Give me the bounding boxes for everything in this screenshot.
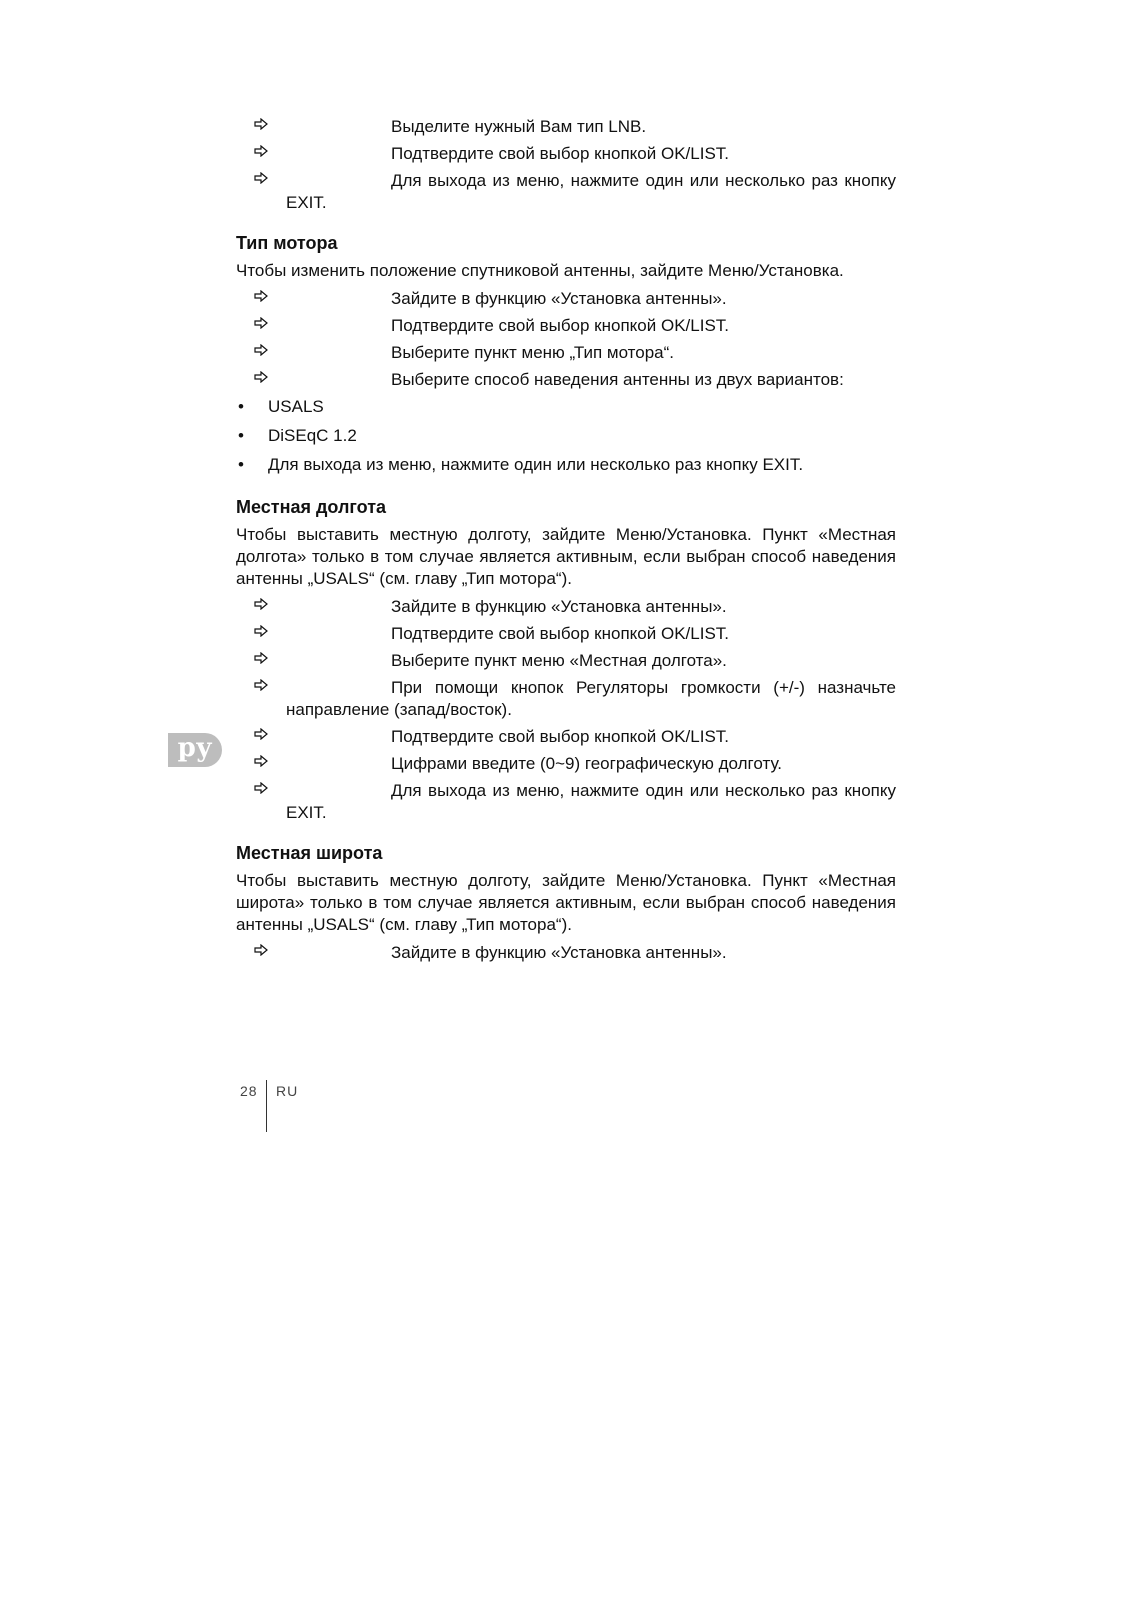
step-text: Для выхода из меню, нажмите один или несколько раз кнопку EXIT.	[286, 171, 896, 212]
step-text: Подтвердите свой выбор кнопкой OK/LIST.	[391, 144, 729, 163]
step-text: Выберите способ наведения антенны из двух вариантов:	[391, 370, 844, 389]
arrow-right-outline-icon	[254, 145, 268, 157]
arrow-right-outline-icon	[254, 118, 268, 130]
step-text: Выделите нужный Вам тип LNB.	[391, 117, 647, 136]
arrow-right-outline-icon	[254, 625, 268, 637]
bullet-item	[236, 396, 896, 418]
bullet-dot-icon: •	[238, 455, 244, 474]
page-content	[236, 116, 896, 969]
step-text: При помощи кнопок Регуляторы громкости (+/-) назначьте направление (запад/восток).	[286, 678, 896, 719]
step-item	[236, 596, 896, 618]
arrow-right-outline-icon	[254, 598, 268, 610]
arrow-right-outline-icon	[254, 944, 268, 956]
arrow-right-outline-icon	[254, 728, 268, 740]
step-item	[236, 623, 896, 645]
arrow-right-outline-icon	[254, 317, 268, 329]
arrow-right-outline-icon	[254, 371, 268, 383]
footer-divider	[266, 1080, 267, 1132]
step-text: Для выхода из меню, нажмите один или несколько раз кнопку EXIT.	[286, 781, 896, 822]
step-item	[236, 753, 896, 775]
footer-language: RU	[276, 1083, 299, 1099]
bullet-text: USALS	[268, 397, 324, 416]
section-heading-motor: Тип мотора	[236, 233, 338, 253]
step-text: Подтвердите свой выбор кнопкой OK/LIST.	[391, 727, 729, 746]
step-item	[236, 170, 896, 214]
step-item	[236, 650, 896, 672]
bullet-item	[236, 425, 896, 447]
bullet-text: DiSEqC 1.2	[268, 426, 357, 445]
step-item	[236, 780, 896, 824]
section-heading-longitude: Местная долгота	[236, 497, 387, 517]
arrow-right-outline-icon	[254, 172, 268, 184]
step-text: Зайдите в функцию «Установка антенны».	[391, 943, 727, 962]
step-item	[236, 288, 896, 310]
step-item	[236, 315, 896, 337]
arrow-right-outline-icon	[254, 344, 268, 356]
step-item	[236, 726, 896, 748]
step-text: Подтвердите свой выбор кнопкой OK/LIST.	[391, 624, 729, 643]
step-item	[236, 677, 896, 721]
arrow-right-outline-icon	[254, 782, 268, 794]
step-text: Зайдите в функцию «Установка антенны».	[391, 597, 727, 616]
arrow-right-outline-icon	[254, 679, 268, 691]
bullet-dot-icon: •	[238, 397, 244, 416]
step-item	[236, 342, 896, 364]
section-paragraph: Чтобы выставить местную долготу, зайдите Меню/Установка. Пункт «Местная долгота» только в том случае является активным, если выбран способ наведения антенны „USALS“ (см. главу „Тип мотора“).	[236, 525, 896, 588]
step-text: Подтвердите свой выбор кнопкой OK/LIST.	[391, 316, 729, 335]
step-item	[236, 942, 896, 964]
step-item	[236, 143, 896, 165]
step-item	[236, 369, 896, 391]
step-text: Выберите пункт меню „Тип мотора“.	[391, 343, 675, 362]
page-number: 28	[240, 1083, 258, 1099]
step-text: Зайдите в функцию «Установка антенны».	[391, 289, 727, 308]
arrow-right-outline-icon	[254, 290, 268, 302]
step-item	[236, 116, 896, 138]
arrow-right-outline-icon	[254, 755, 268, 767]
section-heading-latitude: Местная широта	[236, 843, 383, 863]
bullet-item	[236, 454, 896, 476]
arrow-right-outline-icon	[254, 652, 268, 664]
language-tab-badge: ру	[168, 733, 222, 767]
section-paragraph: Чтобы выставить местную долготу, зайдите Меню/Установка. Пункт «Местная широта» только в том случае является активным, если выбран способ наведения антенны „USALS“ (см. главу „Тип мотора“).	[236, 871, 896, 934]
bullet-text: Для выхода из меню, нажмите один или несколько раз кнопку EXIT.	[268, 455, 804, 474]
bullet-dot-icon: •	[238, 426, 244, 445]
section-paragraph: Чтобы изменить положение спутниковой антенны, зайдите Меню/Установка.	[236, 261, 844, 280]
step-text: Выберите пункт меню «Местная долгота».	[391, 651, 727, 670]
step-text: Цифрами введите (0~9) географическую долготу.	[391, 754, 782, 773]
